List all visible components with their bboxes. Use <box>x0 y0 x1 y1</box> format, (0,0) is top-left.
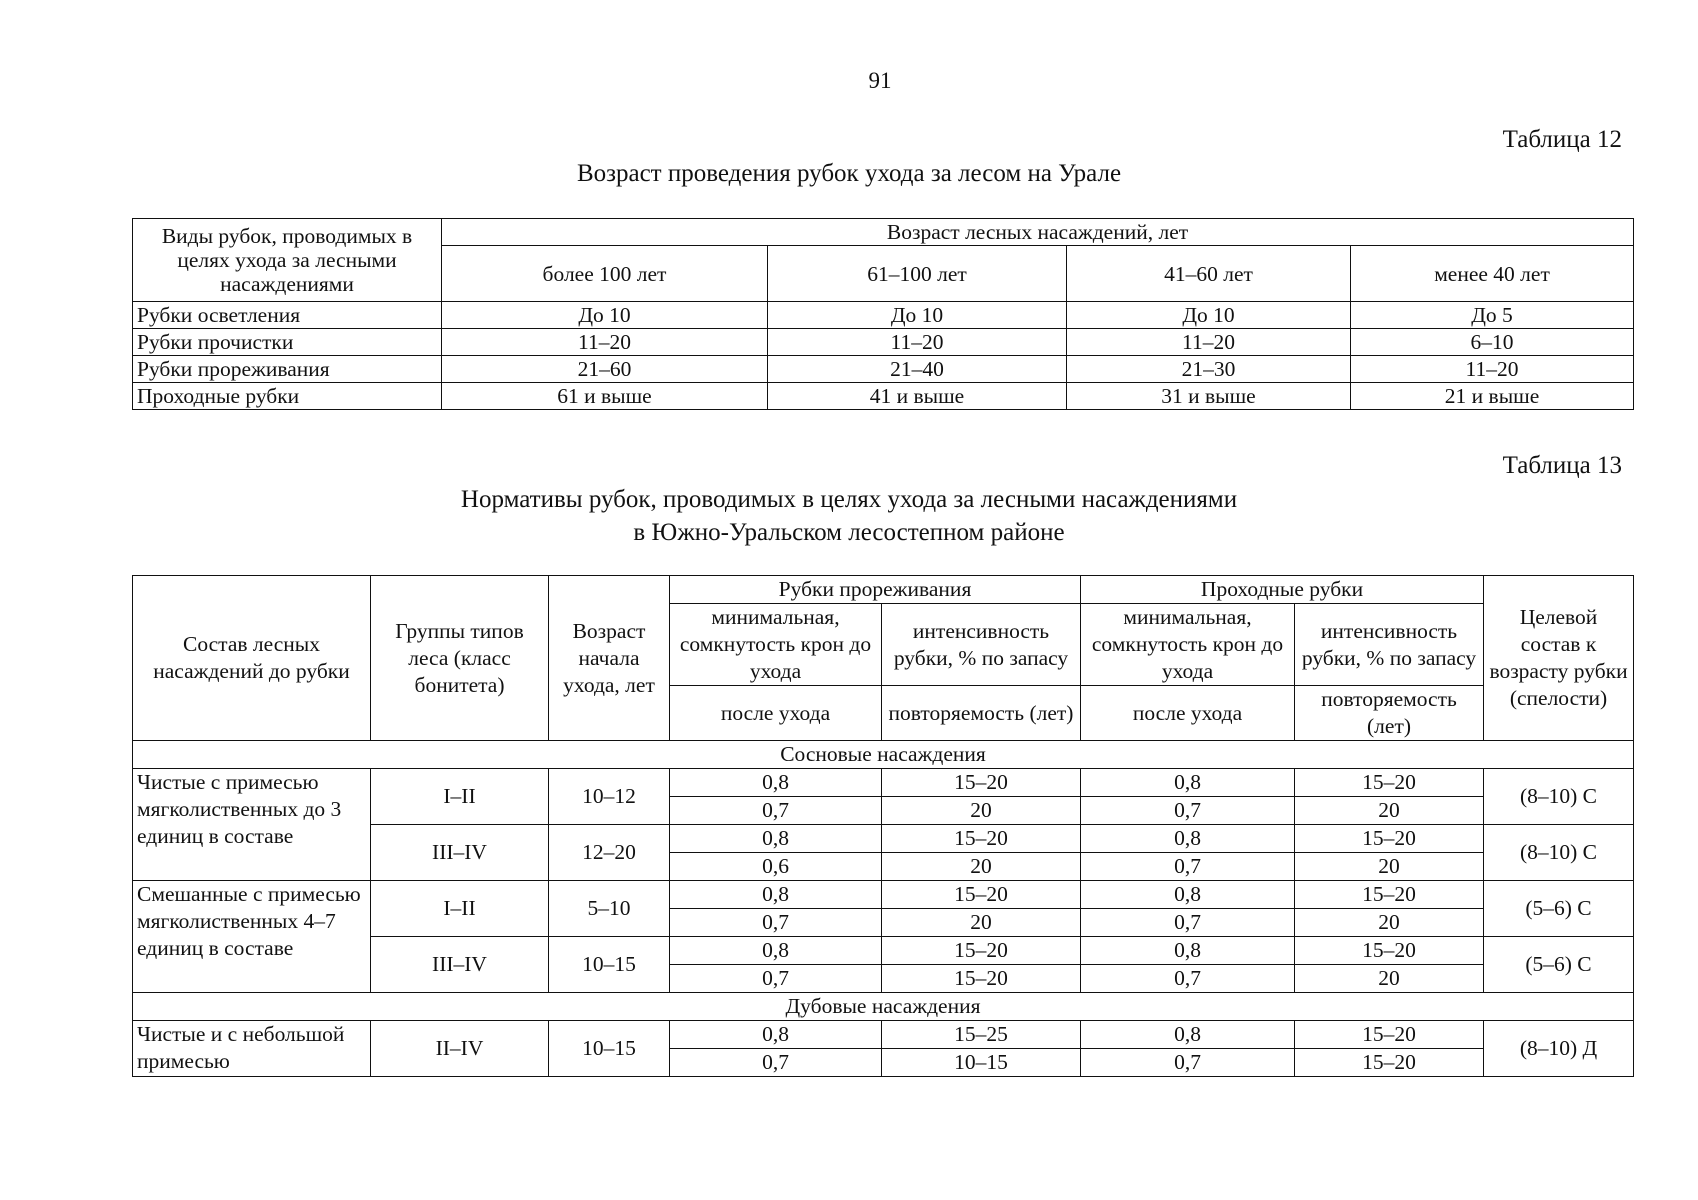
t13-cell: 0,8 <box>670 937 882 965</box>
t12-cell: 31 и выше <box>1067 383 1351 410</box>
table13 <box>132 575 1634 1077</box>
t13-composition: Смешанные с примесью мягколиственных 4–7 единиц в составе <box>133 881 371 993</box>
table-row <box>133 302 1634 329</box>
t13-head-passing: Проходные рубки <box>1081 576 1484 604</box>
t13-section-oak: Дубовые насаждения <box>133 993 1634 1021</box>
t13-cell: 15–20 <box>882 769 1081 797</box>
t13-target: (8–10) С <box>1484 825 1634 881</box>
t12-cell: До 10 <box>768 302 1067 329</box>
t12-cell: 61 и выше <box>442 383 768 410</box>
t13-cell: 15–20 <box>882 965 1081 993</box>
t13-head-composition: Состав лесных насаждений до рубки <box>133 576 371 741</box>
t13-cell: 0,7 <box>670 1049 882 1077</box>
t13-age: 10–15 <box>549 937 670 993</box>
t13-cell: 0,7 <box>670 797 882 825</box>
t12-row-name: Рубки осветления <box>133 302 442 329</box>
t13-forest: III–IV <box>371 937 549 993</box>
table-row <box>133 383 1634 410</box>
t13-cell: 0,7 <box>670 965 882 993</box>
t13-cell: 15–20 <box>1295 937 1484 965</box>
table-row <box>133 1021 1634 1049</box>
t12-cell: 11–20 <box>442 329 768 356</box>
t13-target: (5–6) С <box>1484 937 1634 993</box>
t13-cell: 0,7 <box>1081 909 1295 937</box>
t13-head-intensity: интенсивность рубки, % по запасу <box>1295 604 1484 686</box>
table13-title-line1: Нормативы рубок, проводимых в целях ухода за лесными насаждениями <box>460 486 1238 513</box>
table-row <box>133 769 1634 797</box>
t13-head-target: Целевой состав к возрасту рубки (спелости) <box>1484 576 1634 741</box>
t13-cell: 0,8 <box>670 769 882 797</box>
t13-cell: 20 <box>1295 909 1484 937</box>
t13-cell: 15–20 <box>882 881 1081 909</box>
t13-cell: 0,7 <box>1081 965 1295 993</box>
t13-cell: 10–15 <box>882 1049 1081 1077</box>
t12-cell: 21–60 <box>442 356 768 383</box>
t13-cell: 0,8 <box>670 881 882 909</box>
t12-cell: 11–20 <box>768 329 1067 356</box>
t12-cell: 41 и выше <box>768 383 1067 410</box>
t13-forest: III–IV <box>371 825 549 881</box>
t13-forest: II–IV <box>371 1021 549 1077</box>
t12-age-col: 41–60 лет <box>1067 246 1351 302</box>
t13-head-intensity: интенсивность рубки, % по запасу <box>882 604 1081 686</box>
t13-cell: 0,8 <box>1081 825 1295 853</box>
t13-cell: 20 <box>1295 853 1484 881</box>
t13-cell: 0,8 <box>670 1021 882 1049</box>
table-row <box>133 881 1634 909</box>
t13-cell: 0,8 <box>670 825 882 853</box>
t12-age-col: менее 40 лет <box>1351 246 1634 302</box>
t12-cell: До 10 <box>442 302 768 329</box>
t13-cell: 0,6 <box>670 853 882 881</box>
t12-cell: 6–10 <box>1351 329 1634 356</box>
t13-section-pine: Сосновые насаждения <box>133 741 1634 769</box>
t13-cell: 15–20 <box>1295 1049 1484 1077</box>
t13-head-forest-groups: Группы типов леса (класс бонитета) <box>371 576 549 741</box>
t13-target: (5–6) С <box>1484 881 1634 937</box>
t13-cell: 0,8 <box>1081 1021 1295 1049</box>
t12-cell: 21 и выше <box>1351 383 1634 410</box>
t13-head-min-density: минимальная, сомкнутость крон до ухода <box>670 604 882 686</box>
t13-cell: 0,7 <box>1081 797 1295 825</box>
t13-head-repeat: повторяемость (лет) <box>882 686 1081 741</box>
t13-cell: 0,7 <box>1081 1049 1295 1077</box>
t13-age: 10–12 <box>549 769 670 825</box>
table12-label: Таблица 12 <box>1502 126 1622 153</box>
t13-cell: 15–20 <box>1295 881 1484 909</box>
t13-cell: 15–20 <box>1295 769 1484 797</box>
t12-cell: 21–40 <box>768 356 1067 383</box>
t13-cell: 15–20 <box>882 937 1081 965</box>
t13-cell: 20 <box>1295 797 1484 825</box>
t12-age-col: 61–100 лет <box>768 246 1067 302</box>
table13-label: Таблица 13 <box>1502 452 1622 479</box>
t12-row-name: Рубки прореживания <box>133 356 442 383</box>
t12-cell: 21–30 <box>1067 356 1351 383</box>
t13-cell: 15–20 <box>1295 1021 1484 1049</box>
t13-composition: Чистые и с небольшой примесью <box>133 1021 371 1077</box>
t13-age: 12–20 <box>549 825 670 881</box>
t13-head-min-density: минимальная, сомкнутость крон до ухода <box>1081 604 1295 686</box>
table-row <box>133 329 1634 356</box>
t13-forest: I–II <box>371 769 549 825</box>
t12-cell: 11–20 <box>1351 356 1634 383</box>
t13-head-after-care: после ухода <box>670 686 882 741</box>
table-row <box>133 356 1634 383</box>
t12-cell: 11–20 <box>1067 329 1351 356</box>
t13-head-after-care: после ухода <box>1081 686 1295 741</box>
t13-head-start-age: Возраст начала ухода, лет <box>549 576 670 741</box>
t13-cell: 20 <box>1295 965 1484 993</box>
t13-cell: 20 <box>882 797 1081 825</box>
t13-cell: 0,8 <box>1081 937 1295 965</box>
t12-head-col0: Виды рубок, проводимых в целях ухода за лесными насаждениями <box>133 219 442 302</box>
t13-cell: 0,8 <box>1081 881 1295 909</box>
t12-age-col: более 100 лет <box>442 246 768 302</box>
t12-cell: До 10 <box>1067 302 1351 329</box>
t12-head-group: Возраст лесных насаждений, лет <box>442 219 1634 246</box>
t13-forest: I–II <box>371 881 549 937</box>
t13-target: (8–10) Д <box>1484 1021 1634 1077</box>
t13-cell: 0,8 <box>1081 769 1295 797</box>
t12-row-name: Проходные рубки <box>133 383 442 410</box>
t13-head-thinning: Рубки прореживания <box>670 576 1081 604</box>
t12-row-name: Рубки прочистки <box>133 329 442 356</box>
t13-age: 10–15 <box>549 1021 670 1077</box>
table13-title-line2: в Южно-Уральском лесостепном районе <box>633 519 1065 546</box>
t13-cell: 15–25 <box>882 1021 1081 1049</box>
t13-age: 5–10 <box>549 881 670 937</box>
t13-cell: 20 <box>882 909 1081 937</box>
page-number: 91 <box>868 68 892 93</box>
t13-cell: 15–20 <box>1295 825 1484 853</box>
t13-cell: 0,7 <box>1081 853 1295 881</box>
t13-composition: Чистые с примесью мягколиственных до 3 единиц в составе <box>133 769 371 881</box>
t12-cell: До 5 <box>1351 302 1634 329</box>
t13-cell: 15–20 <box>882 825 1081 853</box>
table12-title: Возраст проведения рубок ухода за лесом на Урале <box>576 160 1122 187</box>
t13-head-repeat: повторяемость (лет) <box>1295 686 1484 741</box>
t13-target: (8–10) С <box>1484 769 1634 825</box>
t13-cell: 20 <box>882 853 1081 881</box>
t13-cell: 0,7 <box>670 909 882 937</box>
table12 <box>132 218 1634 410</box>
